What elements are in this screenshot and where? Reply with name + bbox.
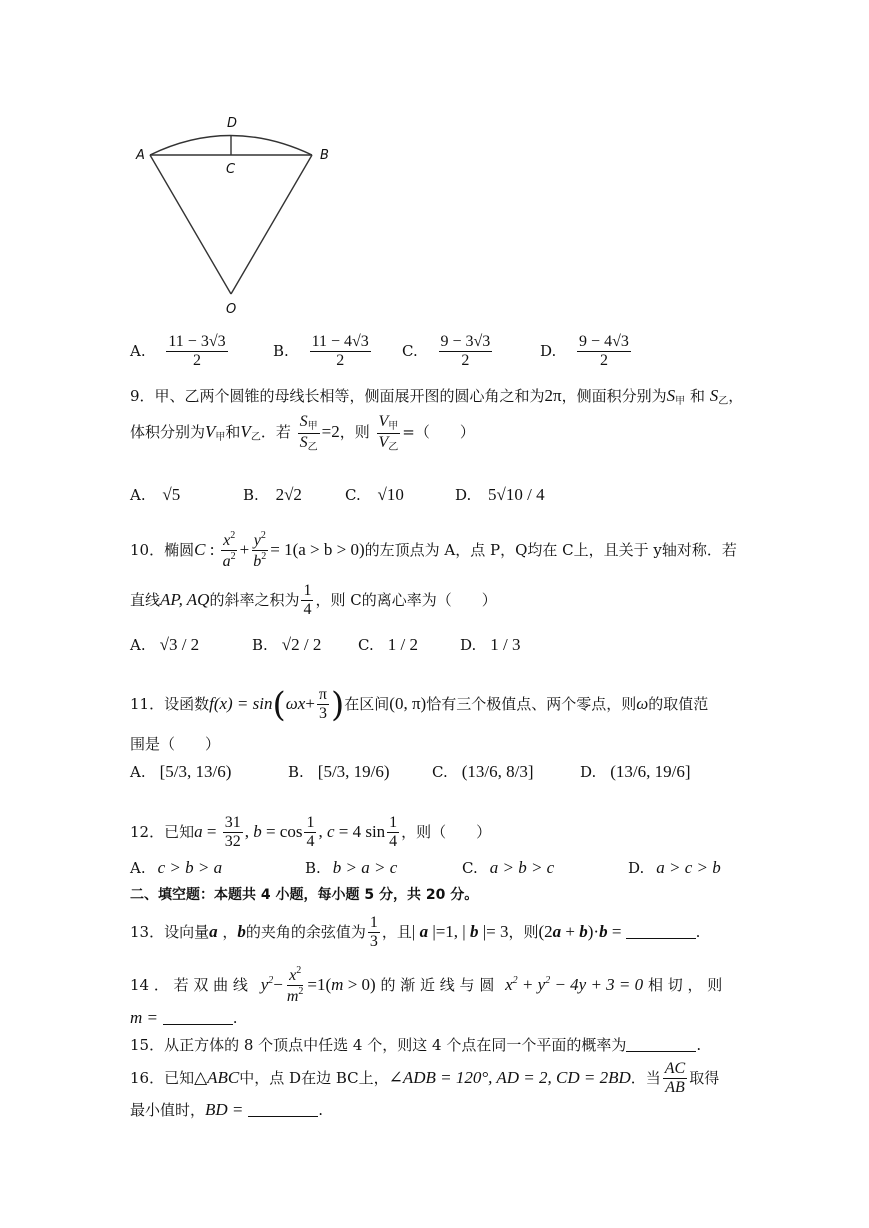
q14-answer-blank[interactable] [163, 1010, 233, 1025]
line-bo [231, 155, 312, 294]
q10-option-b: B. √2 / 2 [252, 635, 322, 654]
q10-line2: 直线AP, AQ的斜率之积为 $\frac{1}{4}$ ，则 C的离心率为（ ） [130, 582, 497, 619]
q13-line: 13．设向量a ，b的夹角的余弦值为 $\frac{1}{3}$ ，且| a |=1, | b |= 3，则(2a + b)·b = . [130, 914, 701, 951]
line-ao [150, 155, 231, 294]
point-label-a: A [136, 148, 145, 163]
point-label-d: D [227, 116, 238, 131]
q11-option-c: C. (13/6, 8/3] [432, 762, 534, 781]
q10-option-d: D. 1 / 3 [460, 635, 521, 654]
geometry-figure [130, 108, 350, 323]
q14-line1: 14 ． 若 双 曲 线 $y^2-$ $\frac{x^2}{m^2}$ =1(m > 0) 的 渐 近 线 与 圆 $x^2 + y^2 - 4y + 3 = 0$ 相 切 ， 则 [130, 965, 723, 1006]
q11-line2: 围是（ ） [130, 735, 221, 753]
q16-line1: 16．已知△ABC中，点 D在边 BC上，∠ADB = 120°, AD = 2, CD = 2BD．当 $\frac{AC}{AB}$ 取得 [130, 1060, 720, 1097]
q8-option-c: C. $\frac{9 - 3√3}{2}$ [402, 333, 491, 370]
q8-option-d: D. $\frac{9 - 4√3}{2}$ [540, 333, 629, 370]
q8-option-b: B. $\frac{11 - 4√3}{2}$ [273, 333, 369, 370]
q9-line2: 体积分别为$V_甲$和$V_乙$．若 $\frac{S_甲}{S_乙}$ =2，则 $\frac{V_甲}{V_乙}$ =（ ） [130, 413, 475, 453]
q15-line: 15．从正方体的 8 个顶点中任选 4 个，则这 4 个点在同一个平面的概率为 . [130, 1036, 702, 1054]
point-label-o: O [226, 302, 237, 317]
section-heading-fill-in: 二、填空题：本题共 4 小题，每小题 5 分，共 20 分。 [130, 887, 479, 903]
q9-option-c: C. √10 [345, 485, 404, 504]
q11-option-b: B. [5/3, 19/6) [288, 762, 390, 781]
q9-line1: 9．甲、乙两个圆锥的母线长相等，侧面展开图的圆心角之和为2π，侧面积分别为$S_甲$ 和 $S_乙$， [130, 386, 744, 407]
point-label-c: C [226, 162, 236, 177]
q10-option-a: A. √3 / 2 [130, 635, 200, 654]
q12-option-b: B. b > a > c [305, 858, 398, 877]
q16-answer-blank[interactable] [248, 1102, 318, 1117]
q14-line2: m = . [130, 1008, 238, 1027]
q10-option-c: C. 1 / 2 [358, 635, 418, 654]
q10-line1: 10．椭圆C : $\frac{x^2}{a^2}$ + $\frac{y^2}{b^2}$ = 1(a > b > 0)的左顶点为 A，点 P，Q均在 C上，且关于 y轴对称．若 [130, 530, 737, 571]
q9-option-b: B. 2√2 [243, 485, 302, 504]
q12-option-a: A. c > b > a [130, 858, 223, 877]
q13-answer-blank[interactable] [626, 924, 696, 939]
q8-option-a: A. $\frac{11 - 3√3}{2}$ [130, 333, 226, 370]
q12-option-c: C. a > b > c [462, 858, 555, 877]
q12-line1: 12．已知a = $\frac{31}{32}$ , b = cos $\frac{1}{4}$ , c = 4 sin $\frac{1}{4}$ ，则（ ） [130, 814, 492, 851]
q11-option-d: D. (13/6, 19/6] [580, 762, 691, 781]
q15-answer-blank[interactable] [626, 1037, 696, 1052]
q11-option-a: A. [5/3, 13/6) [130, 762, 232, 781]
q16-line2: 最小值时，BD = . [130, 1100, 323, 1119]
q9-option-a: A. √5 [130, 485, 181, 504]
q12-option-d: D. a > c > b [628, 858, 721, 877]
point-label-b: B [320, 148, 329, 163]
q9-option-d: D. 5√10 / 4 [455, 485, 545, 504]
q11-line1: 11．设函数f(x) = sin(ωx+ $\frac{\pi}{3}$ )在区间(0, π)恰有三个极值点、两个零点，则ω的取值范 [130, 684, 709, 725]
